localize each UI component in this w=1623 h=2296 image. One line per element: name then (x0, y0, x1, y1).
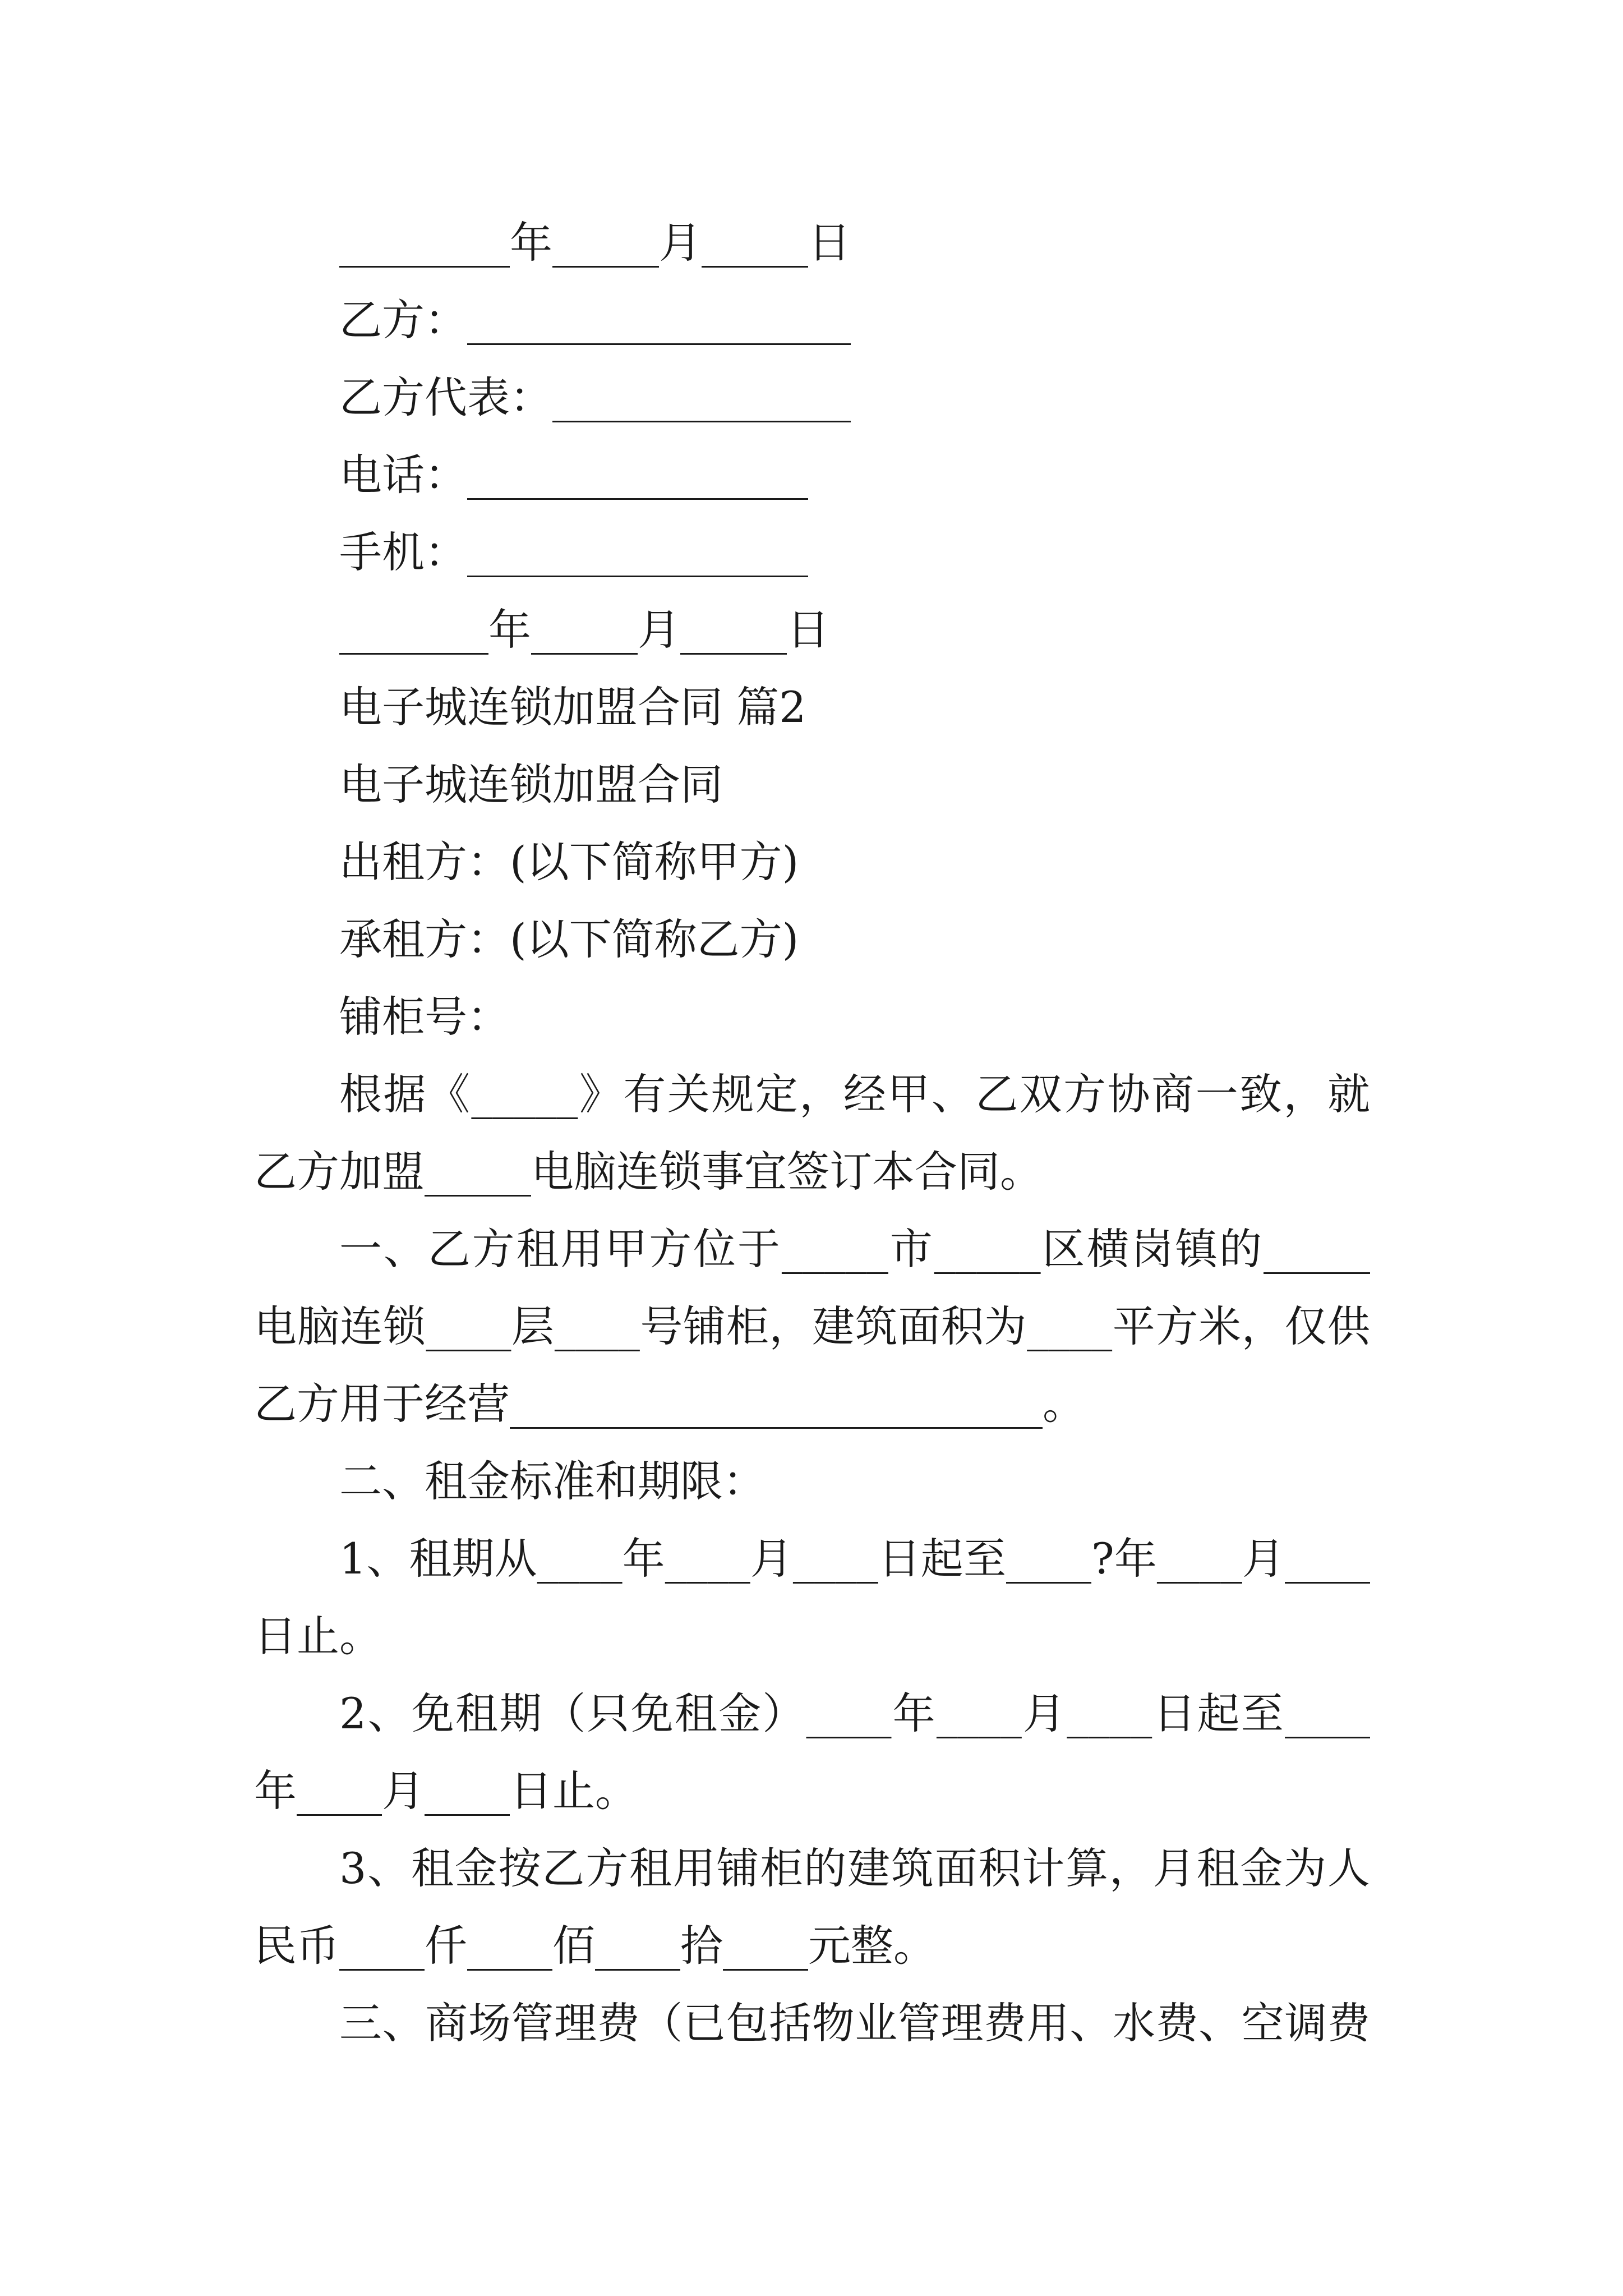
contract-title: 电子城连锁加盟合同 (339, 760, 723, 809)
section-heading: 电子城连锁加盟合同 篇2 (339, 682, 806, 732)
paragraph-line: 根据《_____》有关规定，经甲、乙双方协商一致，就 (339, 1069, 1370, 1119)
party-b-line: 乙方：__________________ (339, 295, 851, 345)
date-line: ________年_____月_____日 (339, 218, 851, 268)
clause-1-line: 电脑连锁____层____号铺柜，建筑面积为____平方米，仅供 (254, 1301, 1370, 1351)
clause-2-item-1: 日止。 (254, 1611, 382, 1661)
paragraph-line: 乙方加盟_____电脑连锁事宜签订本合同。 (254, 1147, 1043, 1197)
lessor-line: 出租方：(以下简称甲方) (339, 837, 799, 887)
mobile-line: 手机：________________ (339, 527, 808, 577)
clause-2-heading: 二、租金标准和期限： (339, 1456, 766, 1506)
clause-2-item-1: 1、租期从____年____月____日起至____?年____月____ (339, 1534, 1370, 1584)
clause-2-item-2: 2、免租期（只免租金）____年____月____日起至____ (339, 1688, 1370, 1738)
clause-2-item-2: 年____月____日止。 (254, 1766, 638, 1816)
clause-1-line: 乙方用于经营_________________________。 (254, 1379, 1085, 1429)
counter-number-line: 铺柜号： (339, 992, 510, 1042)
clause-2-item-3: 民币____仟____佰____拾____元整。 (254, 1921, 936, 1971)
clause-2-item-3: 3、租金按乙方租用铺柜的建筑面积计算，月租金为人 (339, 1843, 1370, 1893)
lessee-line: 承租方：(以下简称乙方) (339, 914, 799, 964)
party-b-representative-line: 乙方代表：______________ (339, 372, 851, 422)
clause-1-line: 一、乙方租用甲方位于_____市_____区横岗镇的_____ (339, 1224, 1370, 1274)
clause-3-line: 三、商场管理费（已包括物业管理费用、水费、空调费 (339, 1998, 1370, 2048)
phone-line: 电话：________________ (339, 450, 808, 500)
date-line: _______年_____月_____日 (339, 605, 829, 655)
